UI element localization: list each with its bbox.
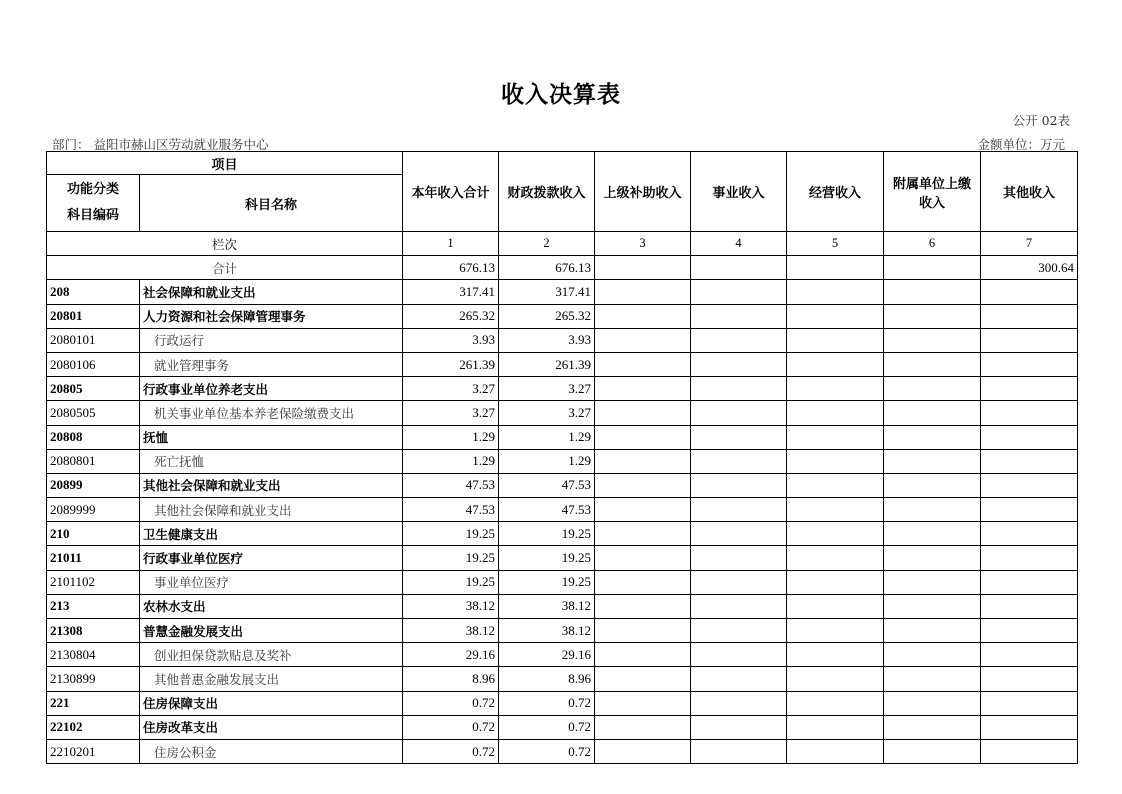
operating-income-cell	[787, 449, 884, 473]
business-income-cell	[691, 619, 787, 643]
fiscal-allocation-cell: 0.72	[499, 715, 595, 739]
table-row	[47, 667, 1078, 691]
name-cell: 住房公积金	[140, 739, 403, 763]
affiliated-units-cell	[884, 594, 981, 618]
business-income-cell	[691, 473, 787, 497]
fiscal-allocation-cell: 19.25	[499, 522, 595, 546]
other-income-cell	[981, 594, 1078, 618]
code-cell: 221	[47, 691, 140, 715]
superior-subsidy-cell	[595, 280, 691, 304]
code-header-line1: 功能分类	[66, 182, 119, 197]
affiliated-units-cell	[884, 377, 981, 401]
code-header	[47, 175, 140, 232]
fiscal-allocation-cell: 1.29	[499, 425, 595, 449]
other-income-cell	[981, 643, 1078, 667]
operating-income-cell	[787, 498, 884, 522]
code-cell: 208	[47, 280, 140, 304]
superior-subsidy-cell	[595, 715, 691, 739]
name-cell: 创业担保贷款贴息及奖补	[140, 643, 403, 667]
total-income-cell: 47.53	[403, 473, 499, 497]
other-income-cell	[981, 546, 1078, 570]
affiliated-units-cell	[884, 667, 981, 691]
fiscal-allocation-cell: 29.16	[499, 643, 595, 667]
col6-line1: 附属单位上缴	[893, 176, 972, 192]
code-cell: 21011	[47, 546, 140, 570]
fiscal-allocation-cell: 0.72	[499, 691, 595, 715]
business-income-cell	[691, 328, 787, 352]
table-row	[47, 352, 1078, 376]
total-income-cell: 29.16	[403, 643, 499, 667]
amount-unit-label: 金额单位：万元	[977, 137, 1065, 152]
code-cell: 210	[47, 522, 140, 546]
col-superior-subsidy-header: 上级补助收入	[595, 152, 691, 232]
table-row	[47, 304, 1078, 328]
total-income-cell: 19.25	[403, 546, 499, 570]
superior-subsidy-cell	[595, 643, 691, 667]
business-income-cell	[691, 401, 787, 425]
superior-subsidy-cell	[595, 425, 691, 449]
other-income-cell	[981, 352, 1078, 376]
name-cell: 其他普惠金融发展支出	[140, 667, 403, 691]
affiliated-units-cell	[884, 570, 981, 594]
other-income-cell	[981, 739, 1078, 763]
operating-income-cell	[787, 667, 884, 691]
other-income-cell	[981, 401, 1078, 425]
superior-subsidy-cell	[595, 498, 691, 522]
table-row	[47, 377, 1078, 401]
superior-subsidy-cell	[595, 691, 691, 715]
table-row	[47, 643, 1078, 667]
operating-income-cell	[787, 715, 884, 739]
index-1: 1	[403, 232, 499, 256]
fiscal-allocation-cell: 0.72	[499, 739, 595, 763]
operating-income-cell	[787, 739, 884, 763]
affiliated-units-cell	[884, 619, 981, 643]
affiliated-units-cell	[884, 425, 981, 449]
business-income-cell	[691, 643, 787, 667]
name-cell: 死亡抚恤	[140, 449, 403, 473]
superior-subsidy-cell	[595, 594, 691, 618]
superior-subsidy-cell	[595, 328, 691, 352]
affiliated-units-cell	[884, 546, 981, 570]
business-income-cell	[691, 498, 787, 522]
superior-subsidy-cell	[595, 473, 691, 497]
business-income-cell	[691, 522, 787, 546]
form-number: 公开 02表	[1012, 113, 1070, 128]
total-income-cell: 0.72	[403, 715, 499, 739]
col-business-income-header: 事业收入	[691, 152, 787, 232]
business-income-cell	[691, 280, 787, 304]
total-income-cell: 261.39	[403, 352, 499, 376]
col6-line2: 收入	[919, 195, 946, 211]
operating-income-cell	[787, 328, 884, 352]
code-cell: 21308	[47, 619, 140, 643]
name-cell: 就业管理事务	[140, 352, 403, 376]
fiscal-allocation-cell: 3.93	[499, 328, 595, 352]
fiscal-allocation-cell: 261.39	[499, 352, 595, 376]
item-header: 项目	[47, 152, 403, 175]
operating-income-cell	[787, 304, 884, 328]
operating-income-cell	[787, 570, 884, 594]
business-income-cell	[691, 304, 787, 328]
affiliated-units-cell	[884, 473, 981, 497]
superior-subsidy-cell	[595, 522, 691, 546]
table-row	[47, 522, 1078, 546]
name-cell: 社会保障和就业支出	[140, 280, 403, 304]
name-cell: 普慧金融发展支出	[140, 619, 403, 643]
name-cell: 事业单位医疗	[140, 570, 403, 594]
superior-subsidy-cell	[595, 667, 691, 691]
index-3: 3	[595, 232, 691, 256]
table-row	[47, 498, 1078, 522]
other-income-cell	[981, 304, 1078, 328]
superior-subsidy-cell	[595, 546, 691, 570]
code-cell: 20899	[47, 473, 140, 497]
superior-subsidy-cell	[595, 377, 691, 401]
business-income-cell	[691, 377, 787, 401]
col-fiscal-allocation-header: 财政拨款收入	[499, 152, 595, 232]
affiliated-units-cell	[884, 328, 981, 352]
fiscal-allocation-cell: 47.53	[499, 498, 595, 522]
name-cell: 人力资源和社会保障管理事务	[140, 304, 403, 328]
affiliated-units-cell	[884, 498, 981, 522]
fiscal-allocation-cell: 38.12	[499, 594, 595, 618]
total-income-cell: 1.29	[403, 449, 499, 473]
table-row	[47, 619, 1078, 643]
code-cell: 2210201	[47, 739, 140, 763]
business-income-cell	[691, 546, 787, 570]
name-cell: 卫生健康支出	[140, 522, 403, 546]
col-affiliated-units-header	[884, 152, 981, 232]
operating-income-cell	[787, 377, 884, 401]
other-income-cell	[981, 619, 1078, 643]
table-row	[47, 570, 1078, 594]
other-income-cell	[981, 328, 1078, 352]
total-other-value: 300.64	[981, 256, 1078, 280]
code-cell: 2089999	[47, 498, 140, 522]
total-income-cell: 1.29	[403, 425, 499, 449]
other-income-cell	[981, 570, 1078, 594]
total-operating-value	[787, 256, 884, 280]
superior-subsidy-cell	[595, 352, 691, 376]
index-label: 栏次	[47, 232, 403, 256]
business-income-cell	[691, 594, 787, 618]
total-income-cell: 0.72	[403, 739, 499, 763]
code-cell: 2130899	[47, 667, 140, 691]
other-income-cell	[981, 473, 1078, 497]
index-4: 4	[691, 232, 787, 256]
name-cell: 抚恤	[140, 425, 403, 449]
operating-income-cell	[787, 401, 884, 425]
income-table	[46, 151, 1078, 764]
operating-income-cell	[787, 619, 884, 643]
total-income-cell: 19.25	[403, 522, 499, 546]
other-income-cell	[981, 667, 1078, 691]
table-row	[47, 280, 1078, 304]
affiliated-units-cell	[884, 401, 981, 425]
name-cell: 行政事业单位养老支出	[140, 377, 403, 401]
fiscal-allocation-cell: 265.32	[499, 304, 595, 328]
code-cell: 20805	[47, 377, 140, 401]
index-7: 7	[981, 232, 1078, 256]
fiscal-allocation-cell: 317.41	[499, 280, 595, 304]
operating-income-cell	[787, 425, 884, 449]
other-income-cell	[981, 498, 1078, 522]
total-fiscal-value: 676.13	[499, 256, 595, 280]
other-income-cell	[981, 280, 1078, 304]
operating-income-cell	[787, 473, 884, 497]
affiliated-units-cell	[884, 643, 981, 667]
other-income-cell	[981, 522, 1078, 546]
affiliated-units-cell	[884, 691, 981, 715]
department-label: 部门： 益阳市赫山区劳动就业服务中心	[52, 137, 269, 152]
table-row	[47, 739, 1078, 763]
table-row	[47, 594, 1078, 618]
total-superior-value	[595, 256, 691, 280]
fiscal-allocation-cell: 8.96	[499, 667, 595, 691]
index-6: 6	[884, 232, 981, 256]
operating-income-cell	[787, 522, 884, 546]
total-row	[47, 256, 1078, 280]
fiscal-allocation-cell: 19.25	[499, 570, 595, 594]
fiscal-allocation-cell: 3.27	[499, 377, 595, 401]
other-income-cell	[981, 425, 1078, 449]
table-row	[47, 328, 1078, 352]
total-income-cell: 8.96	[403, 667, 499, 691]
code-header-line2: 科目编码	[66, 208, 119, 223]
col-total-income-header: 本年收入合计	[403, 152, 499, 232]
table-row	[47, 691, 1078, 715]
name-cell: 住房改革支出	[140, 715, 403, 739]
other-income-cell	[981, 691, 1078, 715]
table-row	[47, 449, 1078, 473]
table-row	[47, 425, 1078, 449]
operating-income-cell	[787, 546, 884, 570]
total-income-cell: 3.27	[403, 377, 499, 401]
code-cell: 2080801	[47, 449, 140, 473]
table-row	[47, 546, 1078, 570]
business-income-cell	[691, 425, 787, 449]
affiliated-units-cell	[884, 522, 981, 546]
operating-income-cell	[787, 594, 884, 618]
fiscal-allocation-cell: 47.53	[499, 473, 595, 497]
code-cell: 20801	[47, 304, 140, 328]
table-row	[47, 715, 1078, 739]
affiliated-units-cell	[884, 304, 981, 328]
business-income-cell	[691, 449, 787, 473]
fiscal-allocation-cell: 1.29	[499, 449, 595, 473]
index-row	[47, 232, 1078, 256]
name-cell: 机关事业单位基本养老保险缴费支出	[140, 401, 403, 425]
name-cell: 农林水支出	[140, 594, 403, 618]
code-cell: 2130804	[47, 643, 140, 667]
code-cell: 2080101	[47, 328, 140, 352]
index-2: 2	[499, 232, 595, 256]
superior-subsidy-cell	[595, 619, 691, 643]
total-income-cell: 3.93	[403, 328, 499, 352]
total-income-cell: 3.27	[403, 401, 499, 425]
superior-subsidy-cell	[595, 739, 691, 763]
operating-income-cell	[787, 691, 884, 715]
table-row	[47, 401, 1078, 425]
business-income-cell	[691, 667, 787, 691]
fiscal-allocation-cell: 3.27	[499, 401, 595, 425]
business-income-cell	[691, 352, 787, 376]
operating-income-cell	[787, 352, 884, 376]
col-other-income-header: 其他收入	[981, 152, 1078, 232]
table-row	[47, 473, 1078, 497]
affiliated-units-cell	[884, 352, 981, 376]
code-cell: 2080505	[47, 401, 140, 425]
total-affiliated-value	[884, 256, 981, 280]
index-5: 5	[787, 232, 884, 256]
name-cell: 行政运行	[140, 328, 403, 352]
total-income-cell: 47.53	[403, 498, 499, 522]
code-cell: 22102	[47, 715, 140, 739]
business-income-cell	[691, 739, 787, 763]
superior-subsidy-cell	[595, 401, 691, 425]
total-income-cell: 265.32	[403, 304, 499, 328]
name-cell: 行政事业单位医疗	[140, 546, 403, 570]
code-cell: 2080106	[47, 352, 140, 376]
operating-income-cell	[787, 643, 884, 667]
superior-subsidy-cell	[595, 570, 691, 594]
page-title: 收入决算表	[501, 81, 621, 108]
affiliated-units-cell	[884, 739, 981, 763]
total-income-cell: 317.41	[403, 280, 499, 304]
other-income-cell	[981, 377, 1078, 401]
name-cell: 住房保障支出	[140, 691, 403, 715]
business-income-cell	[691, 570, 787, 594]
fiscal-allocation-cell: 38.12	[499, 619, 595, 643]
code-cell: 20808	[47, 425, 140, 449]
operating-income-cell	[787, 280, 884, 304]
total-income-cell: 38.12	[403, 619, 499, 643]
total-income-cell: 38.12	[403, 594, 499, 618]
code-cell: 2101102	[47, 570, 140, 594]
superior-subsidy-cell	[595, 304, 691, 328]
business-income-cell	[691, 691, 787, 715]
other-income-cell	[981, 449, 1078, 473]
total-income-cell: 0.72	[403, 691, 499, 715]
name-cell: 其他社会保障和就业支出	[140, 498, 403, 522]
name-header: 科目名称	[140, 175, 403, 232]
total-income-value: 676.13	[403, 256, 499, 280]
total-income-cell: 19.25	[403, 570, 499, 594]
col-operating-income-header: 经营收入	[787, 152, 884, 232]
total-label: 合计	[47, 256, 403, 280]
business-income-cell	[691, 715, 787, 739]
affiliated-units-cell	[884, 715, 981, 739]
name-cell: 其他社会保障和就业支出	[140, 473, 403, 497]
fiscal-allocation-cell: 19.25	[499, 546, 595, 570]
code-cell: 213	[47, 594, 140, 618]
affiliated-units-cell	[884, 280, 981, 304]
affiliated-units-cell	[884, 449, 981, 473]
superior-subsidy-cell	[595, 449, 691, 473]
total-business-value	[691, 256, 787, 280]
other-income-cell	[981, 715, 1078, 739]
